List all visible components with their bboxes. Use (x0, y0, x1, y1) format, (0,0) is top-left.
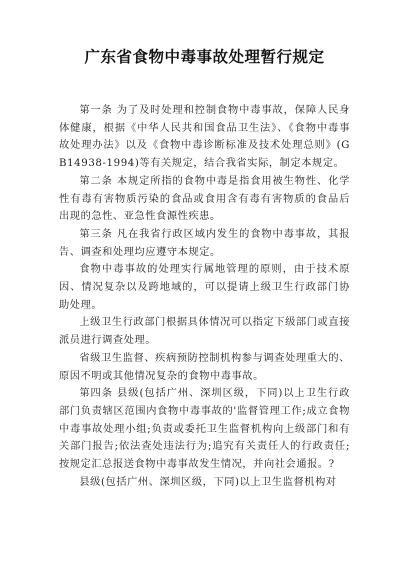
paragraph-territorial-principle: 食物中毒事故的处理实行属地管理的原则，由于技术原因、情况复杂以及跨地域的，可以提请上级卫生行政部门协助处理。 (59, 264, 350, 311)
document-title: 广东省食物中毒事故处理暂行规定 (84, 48, 325, 66)
paragraph-article-4: 第四条 县级(包括广州、深圳区级，下同)以上卫生行政部门负责辖区范围内食物中毒事故的'监督管理工作;成立食物中毒事故处理小组;负责或委托卫生监督机构向上级部门和有关部门报告;依法查处违法行为;追究有关责任人的行政责任;按规定汇总报送食物中毒事故发生情况，并向社会通报。? (59, 388, 350, 471)
paragraph-article-3: 第三条 凡在我省行政区域内发生的食物中毒事故，其报告、调查和处理均应遵守本规定。 (59, 228, 350, 258)
paragraph-county-supervision: 县级(包括广州、深圳区级，下同)以上卫生监督机构对 (79, 476, 337, 488)
paragraph-provincial-agencies: 省级卫生监督、疾病预防控制机构参与调查处理重大的、原因不明或其他情况复杂的食物中毒事故。 (59, 352, 350, 382)
paragraph-article-1: 第一条 为了及时处理和控制食物中毒事故，保障人民身体健康，根据《中华人民共和国食品卫生法》、《食物中毒事故处理办法》以及《食物中毒诊断标准及技术处理总则》(GB14938-1994)等有关规定，结合我省实际，制定本规定。 (59, 105, 350, 170)
document-body (59, 102, 350, 491)
paragraph-article-2: 第二条 本规定所指的食物中毒是指食用被生物性、化学性有毒有害物质污染的食品或食用含有毒有害物质的食品后出现的急性、亚急性食源性疾患。 (59, 175, 350, 223)
paragraph-higher-authority: 上级卫生行政部门根据具体情况可以指定下级部门或直接派员进行调查处理。 (59, 317, 350, 347)
